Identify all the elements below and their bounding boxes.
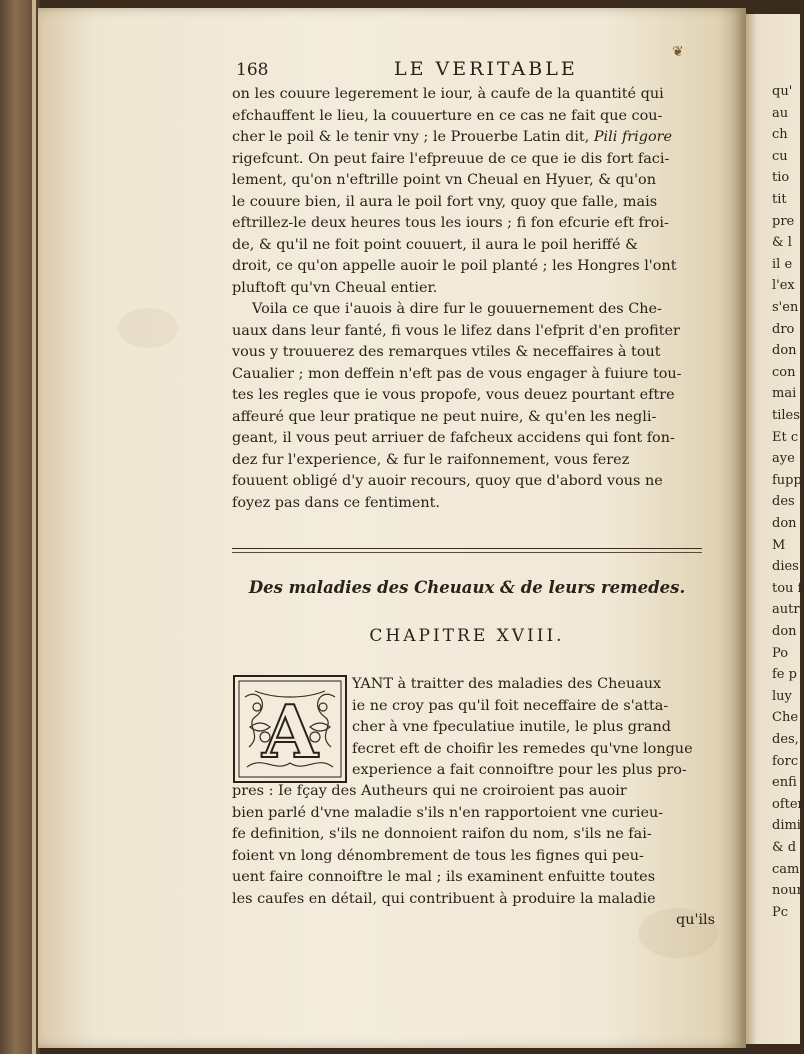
facing-page-fragment: don — [772, 343, 797, 359]
chapter-title: CHAPITRE XVIII. — [369, 626, 565, 646]
facing-page-fragment: autr — [772, 602, 800, 618]
body-line: fouuent obligé d'y auoir recours, quoy que d'abord vous ne — [232, 473, 663, 489]
facing-page-edge — [746, 14, 804, 1044]
facing-page-fragment: des, — [772, 732, 799, 747]
facing-page-fragment: fe p — [772, 667, 797, 683]
body-line: de, & qu'il ne foit point couuert, il aura le poil heriffé & — [232, 236, 638, 253]
body-line: dez fur l'experience, & fur le raifonnement, vous ferez — [232, 451, 630, 468]
body-line: YANT à traitter des maladies des Cheuaux — [352, 676, 662, 692]
body-line: affeuré que leur pratique ne peut nuire, & qu'en les negli- — [232, 408, 657, 425]
body-line: uent faire connoiftre le mal ; ils examinent enfuitte toutes — [232, 869, 656, 885]
facing-page-fragment: pre — [772, 213, 795, 229]
facing-page-fragment: & l — [772, 235, 792, 251]
facing-page-fragment: con — [772, 364, 796, 380]
catchword: qu'ils — [676, 912, 716, 928]
facing-page-fragment: dro — [772, 321, 795, 337]
facing-page-fragment: & d — [772, 840, 797, 855]
body-line: pluftoft qu'vn Cheual entier. — [232, 279, 438, 296]
chapter-continuation — [232, 781, 708, 910]
facing-page-fragment: aye — [772, 451, 795, 467]
paper-stain — [118, 308, 178, 348]
section-rule — [232, 548, 702, 549]
book-spine — [0, 0, 40, 1054]
body-line: foient vn long dénombrement de tous les fignes qui peu- — [232, 847, 644, 864]
body-line: uaux dans leur fanté, fi vous le lifez dans l'efprit d'en profiter — [232, 322, 680, 339]
facing-page-fragment: don — [772, 516, 797, 531]
body-line: on les couure legerement le iour, à caufe de la quantité qui — [232, 86, 664, 102]
facing-page-fragment: mai — [772, 386, 797, 402]
facing-page-fragment: Po — [772, 645, 789, 661]
facing-page-fragment: s'en — [772, 300, 799, 315]
body-line: tes les regles que ie vous propofe, vous deuez pourtant eftre — [232, 387, 675, 403]
facing-page-fragment: il e — [772, 256, 793, 272]
facing-page-fragment: dies — [772, 559, 799, 575]
page-header — [236, 44, 686, 84]
facing-page-fragment: Et c — [772, 429, 799, 445]
facing-page-fragment: qu' — [772, 84, 793, 99]
foliage-ornament-icon — [235, 677, 345, 781]
facing-page-fragment: tiles — [772, 408, 800, 423]
body-text — [232, 84, 708, 299]
facing-page-fragment: au — [772, 105, 789, 121]
body-line: Voila ce que i'auois à dire fur le gouuernement des Che- — [252, 301, 662, 317]
body-line: ie ne croy pas qu'il foit neceffaire de s'atta- — [352, 697, 669, 714]
facing-page-fragment: Pc — [772, 904, 789, 920]
body-line: lement, qu'on n'eftrille point vn Cheual en Hyuer, & qu'on — [232, 172, 656, 188]
body-line: bien parlé d'vne maladie s'ils n'en rapportoient vne curieu- — [232, 804, 664, 821]
body-line: efchauffent le lieu, la couuerture en ce cas ne fait que cou- — [232, 107, 663, 124]
facing-page-fragment: cu — [772, 148, 788, 164]
body-line: geant, il vous peut arriuer de fafcheux accidens qui font fon- — [232, 430, 675, 446]
facing-page-fragment: tit — [772, 192, 787, 207]
body-line: vous y trouuerez des remarques vtiles & neceffaires à tout — [232, 344, 661, 360]
running-title: LE VERITABLE — [394, 58, 578, 80]
body-line: pres : Ie fçay des Autheurs qui ne croiroient pas auoir — [232, 783, 627, 799]
facing-page-fragment: dimi — [772, 818, 801, 834]
facing-page-fragment: ofter — [772, 796, 804, 812]
body-line: cher à vne fpeculatiue inutile, le plus grand — [352, 719, 671, 735]
page-edges — [32, 0, 36, 1054]
facing-page-fragment: don — [772, 624, 797, 639]
facing-page-fragment: M — [772, 537, 786, 553]
facing-page-fragment: forc — [772, 753, 799, 769]
body-line: droit, ce qu'on appelle auoir le poil planté ; les Hongres l'ont — [232, 258, 677, 274]
paragraph-two — [232, 299, 708, 514]
facing-page-fragment: fupp — [772, 472, 802, 488]
body-line: Caualier ; mon deffein n'eft pas de vous engager à fuiure tou- — [232, 365, 682, 382]
facing-page-fragment: des — [772, 494, 795, 510]
body-line: fecret eft de choifir les remedes qu'vne longue — [352, 740, 693, 757]
body-line: experience a fait connoiftre pour les plus pro- — [352, 762, 687, 778]
body-line: le couure bien, il aura le poil fort vny, quoy que falle, mais — [232, 193, 658, 210]
facing-page-fragment: cam — [772, 861, 800, 877]
decorated-initial — [233, 675, 347, 783]
body-line: eftrillez-le deux heures tous les iours ; fi fon efcurie eft froi- — [232, 215, 669, 231]
section-heading: Des maladies des Cheuaux & de leurs remedes. — [248, 578, 686, 597]
section-rule-thin — [232, 552, 702, 553]
chapter-opening — [352, 674, 708, 782]
facing-page-fragment: luy — [772, 688, 792, 704]
page-number: 168 — [236, 60, 269, 80]
facing-page-fragment: Che — [772, 710, 799, 726]
facing-page-fragment: tou f — [772, 580, 803, 596]
facing-page-fragment: enfi — [772, 775, 797, 791]
body-line: cher le poil & le tenir vny ; le Prouerbe Latin dit, Pili frigore — [232, 129, 673, 145]
printer-ornament-icon: ❦ — [672, 44, 684, 60]
body-line: rigefcunt. On peut faire l'efpreuue de ce que ie dis fort faci- — [232, 150, 670, 167]
facing-page-fragment: nour — [772, 883, 803, 899]
body-line: les caufes en détail, qui contribuent à produire la maladie — [232, 890, 656, 907]
latin-phrase: Pili frigore — [593, 129, 673, 145]
body-line: fe definition, s'ils ne donnoient raifon du nom, s'ils ne fai- — [232, 826, 652, 842]
facing-page-fragment: tio — [772, 170, 790, 186]
facing-page-fragment: l'ex — [772, 278, 795, 294]
drop-cap-letter: A — [262, 689, 318, 774]
body-line: foyez pas dans ce fentiment. — [232, 494, 440, 511]
facing-page-fragment: ch — [772, 127, 788, 143]
